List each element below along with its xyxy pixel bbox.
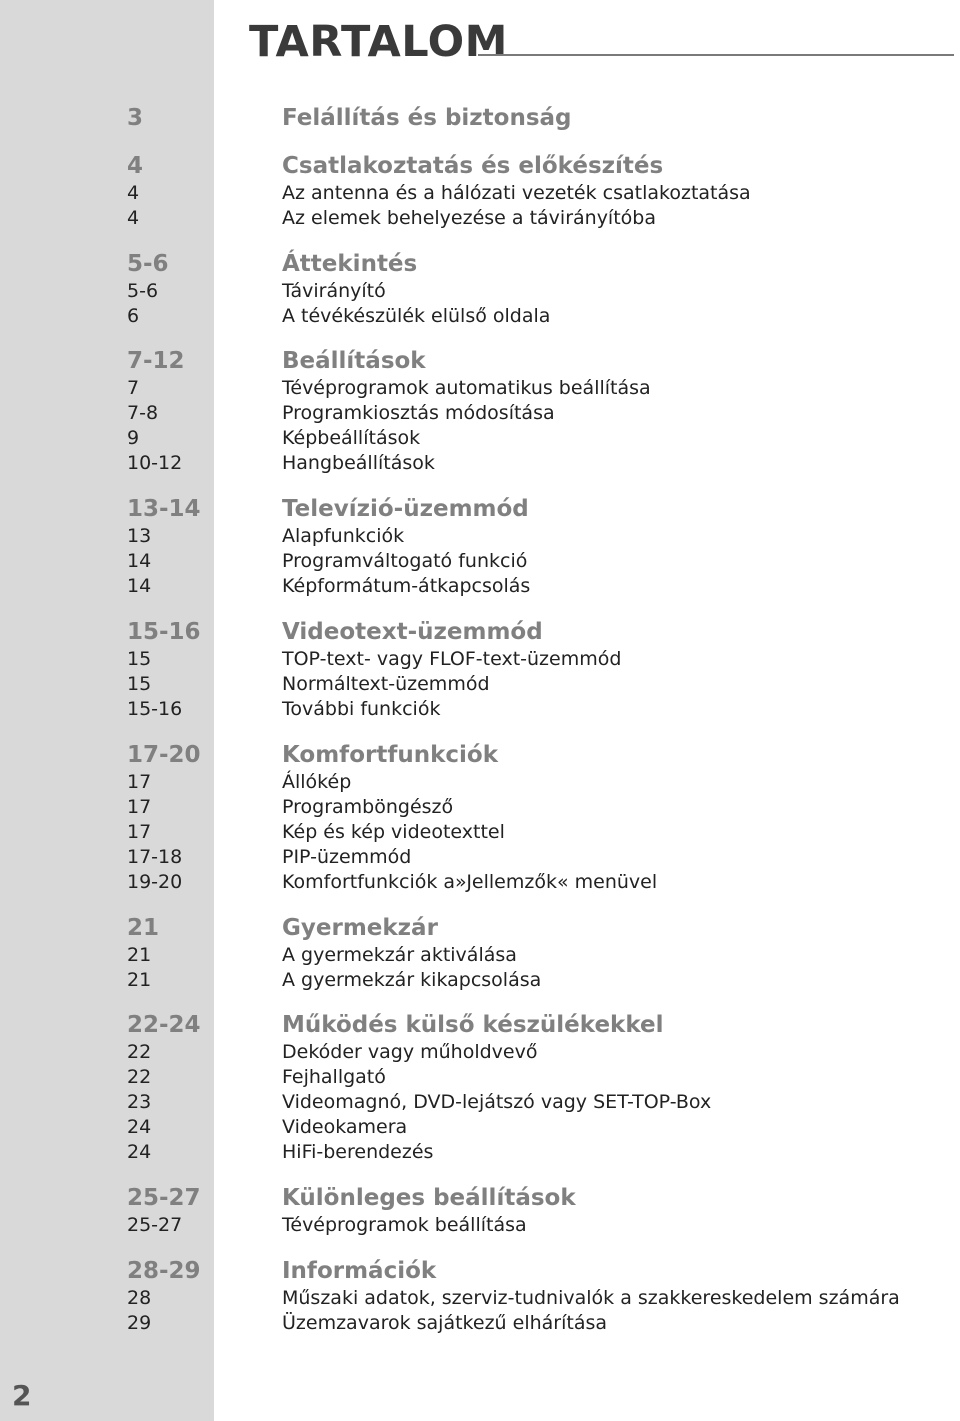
entry-page: 7 xyxy=(127,377,140,399)
entry-title: Normáltext-üzemmód xyxy=(282,673,490,695)
toc-section xyxy=(0,494,960,599)
section-heading xyxy=(0,346,960,376)
toc-entry xyxy=(0,672,960,697)
toc-entry xyxy=(0,574,960,599)
section-title: Beállítások xyxy=(282,348,426,374)
entry-page: 24 xyxy=(127,1116,152,1138)
section-page: 5-6 xyxy=(127,251,169,277)
toc-entry xyxy=(0,870,960,895)
entry-title: Fejhallgató xyxy=(282,1066,386,1088)
section-title: Videotext-üzemmód xyxy=(282,619,543,645)
section-page: 25-27 xyxy=(127,1185,201,1211)
entry-page: 15 xyxy=(127,648,152,670)
toc-entry xyxy=(0,524,960,549)
entry-title: Programböngésző xyxy=(282,796,454,818)
section-page: 7-12 xyxy=(127,348,185,374)
entry-page: 7-8 xyxy=(127,402,159,424)
toc-entry xyxy=(0,1065,960,1090)
section-title: Különleges beállítások xyxy=(282,1185,576,1211)
toc-section xyxy=(0,249,960,329)
toc-entry xyxy=(0,401,960,426)
toc-section xyxy=(0,1183,960,1238)
entry-title: A gyermekzár kikapcsolása xyxy=(282,969,542,991)
toc-entry xyxy=(0,1115,960,1140)
entry-title: A gyermekzár aktiválása xyxy=(282,944,517,966)
section-heading xyxy=(0,1010,960,1040)
section-heading xyxy=(0,1256,960,1286)
entry-page: 21 xyxy=(127,944,152,966)
section-title: Működés külső készülékekkel xyxy=(282,1012,664,1038)
toc-entry xyxy=(0,376,960,401)
toc-entry xyxy=(0,770,960,795)
entry-page: 14 xyxy=(127,550,152,572)
toc-entry xyxy=(0,1311,960,1336)
section-title: Csatlakoztatás és előkészítés xyxy=(282,153,664,179)
entry-page: 21 xyxy=(127,969,152,991)
entry-page: 23 xyxy=(127,1091,152,1113)
section-title: Televízió-üzemmód xyxy=(282,496,529,522)
entry-title: Képbeállítások xyxy=(282,427,421,449)
entry-title: TOP-text- vagy FLOF-text-üzemmód xyxy=(282,648,622,670)
section-title: Információk xyxy=(282,1258,437,1284)
entry-title: Komfortfunkciók a»Jellemzők« menüvel xyxy=(282,871,658,893)
toc-entry xyxy=(0,181,960,206)
toc-section xyxy=(0,346,960,476)
entry-page: 17 xyxy=(127,771,152,793)
toc-entry xyxy=(0,943,960,968)
entry-page: 22 xyxy=(127,1041,152,1063)
toc-entry xyxy=(0,968,960,993)
section-page: 21 xyxy=(127,915,160,941)
entry-title: Állókép xyxy=(282,771,352,793)
section-page: 15-16 xyxy=(127,619,201,645)
toc-entry xyxy=(0,549,960,574)
toc-entry xyxy=(0,1140,960,1165)
entry-title: Kép és kép videotexttel xyxy=(282,821,505,843)
entry-page: 17 xyxy=(127,796,152,818)
toc-entry xyxy=(0,820,960,845)
title-rule xyxy=(478,54,954,56)
section-heading xyxy=(0,740,960,770)
toc-entry xyxy=(0,1090,960,1115)
entry-page: 15 xyxy=(127,673,152,695)
toc-section xyxy=(0,913,960,993)
entry-title: HiFi-berendezés xyxy=(282,1141,434,1163)
section-heading xyxy=(0,103,960,133)
entry-title: Képformátum-átkapcsolás xyxy=(282,575,531,597)
entry-page: 29 xyxy=(127,1312,152,1334)
entry-page: 4 xyxy=(127,182,140,204)
toc-entry xyxy=(0,1040,960,1065)
toc-entry xyxy=(0,426,960,451)
entry-page: 9 xyxy=(127,427,140,449)
toc-section xyxy=(0,740,960,895)
toc-section xyxy=(0,617,960,722)
entry-page: 6 xyxy=(127,305,140,327)
toc-section xyxy=(0,1010,960,1165)
entry-title: A tévékészülék elülső oldala xyxy=(282,305,551,327)
section-heading xyxy=(0,1183,960,1213)
section-page: 13-14 xyxy=(127,496,201,522)
section-title: Felállítás és biztonság xyxy=(282,105,572,131)
toc-section xyxy=(0,1256,960,1336)
entry-title: További funkciók xyxy=(282,698,441,720)
page-number: 2 xyxy=(12,1379,32,1412)
section-page: 22-24 xyxy=(127,1012,201,1038)
entry-page: 5-6 xyxy=(127,280,159,302)
entry-title: Programváltogató funkció xyxy=(282,550,528,572)
entry-title: Tévéprogramok automatikus beállítása xyxy=(282,377,651,399)
entry-title: Tévéprogramok beállítása xyxy=(282,1214,527,1236)
entry-title: Videomagnó, DVD-lejátszó vagy SET-TOP-Box xyxy=(282,1091,712,1113)
section-heading xyxy=(0,494,960,524)
entry-title: PIP-üzemmód xyxy=(282,846,412,868)
entry-page: 25-27 xyxy=(127,1214,183,1236)
toc-section xyxy=(0,103,960,133)
entry-page: 24 xyxy=(127,1141,152,1163)
section-page: 17-20 xyxy=(127,742,201,768)
section-heading xyxy=(0,151,960,181)
toc-section xyxy=(0,151,960,231)
toc-entry xyxy=(0,845,960,870)
section-page: 3 xyxy=(127,105,144,131)
section-page: 4 xyxy=(127,153,144,179)
entry-page: 13 xyxy=(127,525,152,547)
entry-page: 14 xyxy=(127,575,152,597)
toc-entry xyxy=(0,206,960,231)
entry-page: 19-20 xyxy=(127,871,183,893)
entry-title: Az elemek behelyezése a távirányítóba xyxy=(282,207,656,229)
entry-title: Távirányító xyxy=(282,280,386,302)
entry-page: 28 xyxy=(127,1287,152,1309)
entry-page: 10-12 xyxy=(127,452,183,474)
toc-entry xyxy=(0,1213,960,1238)
toc-entry xyxy=(0,451,960,476)
entry-page: 4 xyxy=(127,207,140,229)
toc-entry xyxy=(0,697,960,722)
section-title: Áttekintés xyxy=(282,251,418,277)
entry-page: 15-16 xyxy=(127,698,183,720)
section-title: Gyermekzár xyxy=(282,915,438,941)
toc-entry xyxy=(0,279,960,304)
toc-entry xyxy=(0,647,960,672)
toc-entry xyxy=(0,795,960,820)
toc-entry xyxy=(0,304,960,329)
section-heading xyxy=(0,617,960,647)
entry-title: Dekóder vagy műholdvevő xyxy=(282,1041,538,1063)
toc-entry xyxy=(0,1286,960,1311)
entry-title: Videokamera xyxy=(282,1116,408,1138)
entry-title: Hangbeállítások xyxy=(282,452,435,474)
section-page: 28-29 xyxy=(127,1258,201,1284)
entry-page: 17-18 xyxy=(127,846,183,868)
entry-title: Műszaki adatok, szerviz-tudnivalók a szakkereskedelem számára xyxy=(282,1287,900,1309)
entry-page: 17 xyxy=(127,821,152,843)
entry-title: Programkiosztás módosítása xyxy=(282,402,555,424)
entry-title: Üzemzavarok sajátkezű elhárítása xyxy=(282,1312,608,1334)
entry-page: 22 xyxy=(127,1066,152,1088)
section-title: Komfortfunkciók xyxy=(282,742,498,768)
section-heading xyxy=(0,249,960,279)
entry-title: Az antenna és a hálózati vezeték csatlakoztatása xyxy=(282,182,751,204)
section-heading xyxy=(0,913,960,943)
page-title: TARTALOM xyxy=(249,17,508,67)
entry-title: Alapfunkciók xyxy=(282,525,405,547)
